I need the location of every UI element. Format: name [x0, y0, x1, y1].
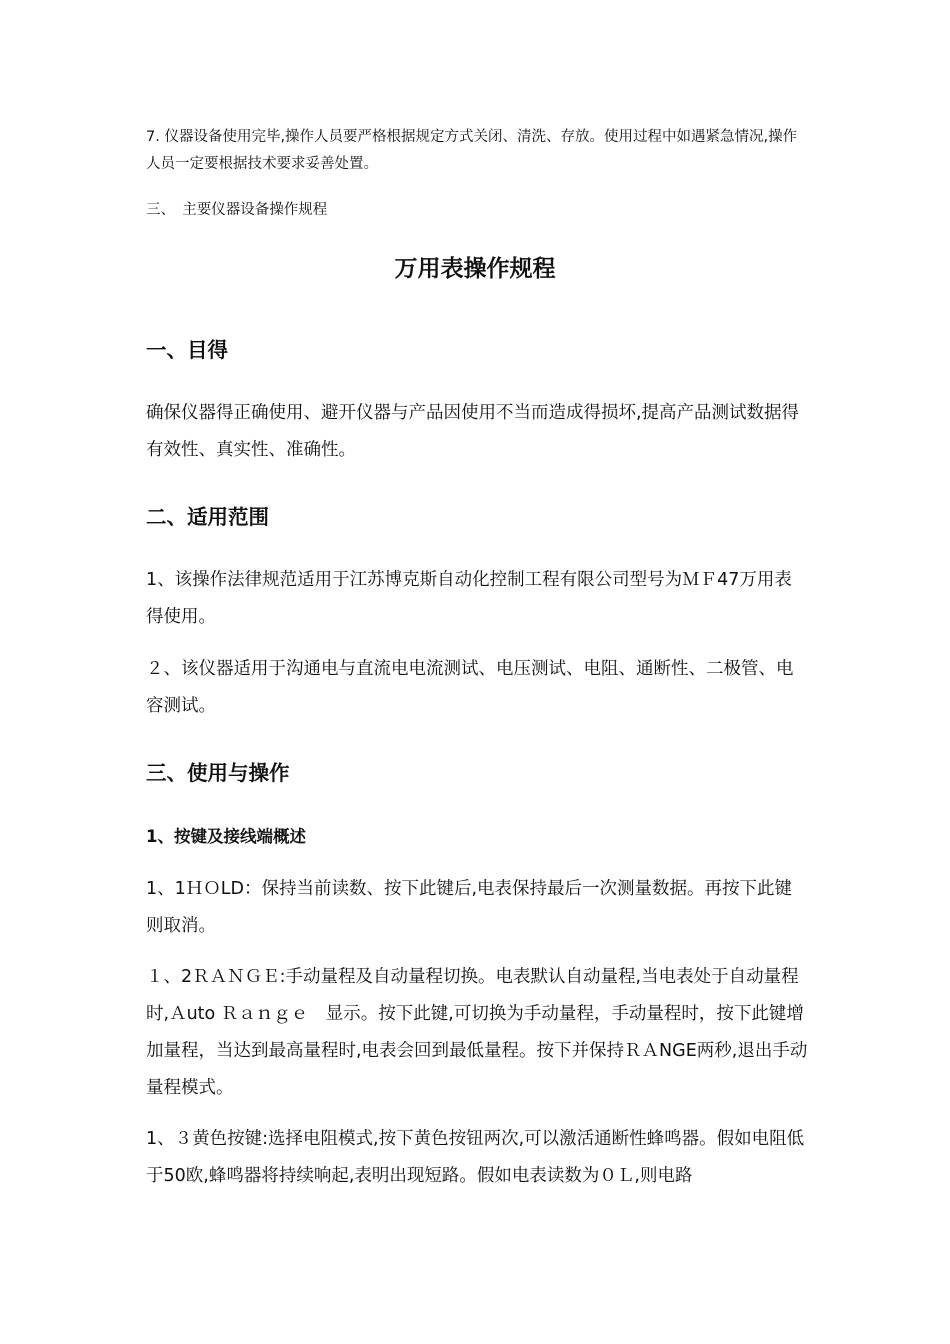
scope-paragraph-1: 1、该操作法律规范适用于江苏博克斯自动化控制工程有限公司型号为ＭＦ47万用表得使用。 [146, 570, 792, 627]
document-title: 万用表操作规程 [394, 256, 556, 282]
hold-paragraph: 1、1ＨＯLD：保持当前读数、按下此键后,电表保持最后一次测量数据。再按下此键则取消。 [146, 879, 793, 936]
section-three-label: 三、 主要仪器设备操作规程 [146, 202, 328, 218]
intro-item-7: 7. 仪器设备使用完毕,操作人员要严格根据规定方式关闭、清洗、存放。使用过程中如遇紧急情况,操作人员一定要根据技术要求妥善处置。 [146, 129, 798, 172]
range-paragraph: １、2ＲＡＮＧＥ:手动量程及自动量程切换。电表默认自动量程,当电表处于自动量程时,Ａuto Ｒａｎｇｅ 显示。按下此键,可切换为手动量程，手动量程时，按下此键增加量程，当达到最高量程时,电表会回到最低量程。按下并保持ＲＡNGE两秒,退出手动量程模式。 [146, 967, 808, 1098]
section-heading-scope: 二、适用范围 [146, 505, 269, 529]
section-heading-usage: 三、使用与操作 [146, 761, 290, 785]
subsection-heading-keys: 1、按键及接线端概述 [146, 827, 306, 846]
yellow-key-paragraph: 1、３黄色按键:选择电阻模式,按下黄色按钮两次,可以激活通断性蜂鸣器。假如电阻低于50欧,蜂鸣器将持续响起,表明出现短路。假如电表读数为０Ｌ,则电路 [146, 1129, 805, 1186]
purpose-paragraph: 确保仪器得正确使用、避开仪器与产品因使用不当而造成得损坏,提高产品测试数据得有效性、真实性、准确性。 [146, 403, 800, 460]
section-heading-purpose: 一、目得 [146, 338, 228, 362]
scope-paragraph-2: ２、该仪器适用于沟通电与直流电电流测试、电压测试、电阻、通断性、二极管、电容测试。 [146, 659, 794, 716]
